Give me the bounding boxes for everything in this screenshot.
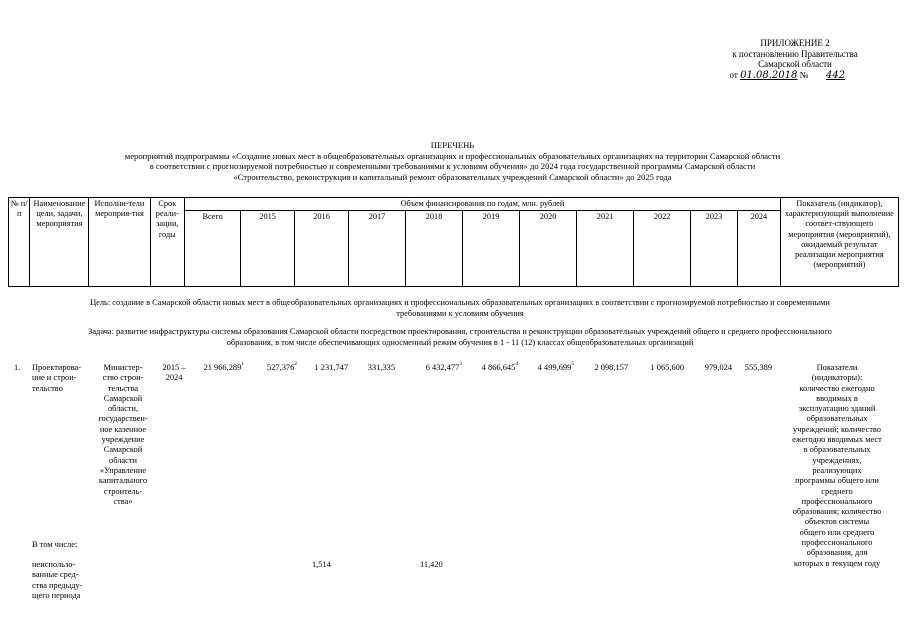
header-year: 2019 xyxy=(463,211,520,287)
title-heading: ПЕРЕЧЕНЬ xyxy=(430,140,475,150)
number-label: № xyxy=(799,69,809,80)
text-line: 2015 – xyxy=(162,363,186,372)
text-line: в образовательных xyxy=(803,445,871,455)
text-line: среднего xyxy=(821,486,853,496)
text-line: Министер- xyxy=(103,363,143,372)
value: 527,376 xyxy=(267,363,295,372)
footnote-mark: 2 xyxy=(294,361,297,367)
text-line: вводимых в xyxy=(816,393,858,403)
value-2021: 2 098,157 xyxy=(594,363,628,372)
text-line: образования, для xyxy=(806,548,868,558)
header-year: 2021 xyxy=(577,211,634,287)
task-line: Задача: развитие инфраструктуры системы образования Самарской области посредством проектирования, строительства и реконструкции образовательных учреждений общего и среднего профессионального xyxy=(88,327,832,336)
text-line: учреждение xyxy=(101,435,145,445)
text-line: эксплуатацию зданий xyxy=(798,404,876,414)
text-line: Показатели xyxy=(816,363,858,372)
text-line: (индикаторы): xyxy=(811,373,863,383)
text-line: программы общего или xyxy=(795,476,879,486)
header-indicator: Показатель (индикатор), характеризующий выполнение соответ-ствующего мероприятия (мероприятий), ожидаемый результат реализации мероприятия (мероприятий) xyxy=(780,198,898,287)
text-line: Проектирова- xyxy=(32,363,82,372)
goal-line: Цель: создание в Самарской области новых мест в общеобразовательных организациях и профессиональных образовательных организациях в соответствии с прогнозируемой потребностью и современными xyxy=(90,298,830,307)
text-line: «Управление xyxy=(99,465,147,475)
document-title xyxy=(10,140,895,182)
text-line: объектов системы xyxy=(804,517,870,527)
text-line: тельства xyxy=(107,383,139,393)
text-line: количество ежегодно xyxy=(799,383,875,393)
text-line: государствен- xyxy=(98,414,148,424)
text-line: ное казенное xyxy=(99,424,147,434)
header-year: 2018 xyxy=(406,211,463,287)
subitem-value-2016: 1,514 xyxy=(312,560,331,569)
appendix-date-line xyxy=(700,70,890,82)
header-total: Всего xyxy=(185,211,241,287)
text-line: ние и строи- xyxy=(32,373,77,383)
text-line: тельство xyxy=(32,383,63,393)
text-line: Самарской xyxy=(103,393,143,403)
handwritten-date: 01.08.2018 xyxy=(740,69,798,81)
appendix-line: к постановлению Правительства xyxy=(732,48,858,59)
subitem-name xyxy=(32,560,92,601)
text-line: строитель- xyxy=(103,486,143,496)
footnote-mark: 5 xyxy=(571,361,574,367)
text-line: профессионального xyxy=(801,538,873,548)
header-term: Срок реали-зации, годы xyxy=(150,198,185,287)
title-line: «Строительство, реконструкция и капитальный ремонт образовательных учреждений Самарской области» до 2025 года xyxy=(233,171,672,182)
text-line: ежегодно вводимых мест xyxy=(792,435,882,445)
value-2015 xyxy=(245,363,297,373)
handwritten-number: 442 xyxy=(825,69,846,81)
row-number: 1. xyxy=(14,363,21,372)
header-year: 2016 xyxy=(295,211,349,287)
header-name: Наименование цели, задачи, мероприятия xyxy=(30,198,89,287)
text-line: профессионального xyxy=(801,496,873,506)
value-total xyxy=(190,363,244,373)
text-line: Самарской xyxy=(103,445,143,455)
value-2024: 555,389 xyxy=(744,363,772,372)
text-line: области xyxy=(109,455,137,465)
value-2018 xyxy=(406,363,462,373)
goal-line: требованиями к условиям обучения xyxy=(396,308,524,318)
header-funding: Объем финансирования по годам, млн. рублей xyxy=(185,198,781,211)
measure-indicator xyxy=(776,363,898,569)
text-line: области, xyxy=(107,404,139,414)
header-year: 2024 xyxy=(737,211,780,287)
measure-name xyxy=(32,363,90,394)
including-label: В том числе: xyxy=(32,540,78,549)
title-line: мероприятий подпрограммы «Создание новых мест в общеобразовательных организациях и профессиональных образовательных организациях на территории Самарской области xyxy=(124,150,781,161)
text-line: ванные сред- xyxy=(32,570,79,580)
value: 4 866,645 xyxy=(481,363,516,372)
header-year: 2020 xyxy=(520,211,577,287)
text-line: 2024 xyxy=(165,373,183,383)
text-line: ства предыду- xyxy=(32,580,83,590)
text-line: учреждениях, xyxy=(812,455,862,465)
appendix-title: ПРИЛОЖЕНИЕ 2 xyxy=(760,38,830,48)
footnote-mark: 4 xyxy=(515,361,518,367)
value-2019 xyxy=(462,363,518,373)
measure-term xyxy=(158,363,190,384)
footnote-mark: 1 xyxy=(241,361,244,367)
text-line: образовательных xyxy=(806,414,868,424)
footnote-mark: 3 xyxy=(459,361,462,367)
measure-executor xyxy=(92,363,154,507)
value-2023: 979,024 xyxy=(704,363,732,372)
value-2017: 331,335 xyxy=(367,363,395,372)
text-line: образования; количество xyxy=(792,507,882,517)
title-line: в соответствии с прогнозируемой потребностью и современными требованиями к условиям обучения» до 2024 года государственной программы Самарской области xyxy=(149,161,756,171)
value-2022: 1 065,600 xyxy=(650,363,684,372)
header-year: 2023 xyxy=(691,211,738,287)
text-line: ство строи- xyxy=(102,373,144,383)
header-year: 2017 xyxy=(349,211,406,287)
value-2016: 1 231,747 xyxy=(314,363,348,372)
text-line: неиспользо- xyxy=(32,560,76,569)
appendix-line: Самарской области xyxy=(758,59,832,69)
task-text xyxy=(30,327,890,348)
text-line: общего или среднего xyxy=(799,527,875,537)
appendix-block xyxy=(700,38,890,81)
text-line: которых в текущем году xyxy=(793,558,881,568)
header-year: 2022 xyxy=(634,211,691,287)
value: 21 966,289 xyxy=(203,363,242,372)
text-line: реализующих xyxy=(812,465,862,475)
task-line: образования, в том числе обеспечивающих односменный режим обучения в 1 - 11 (12) классах общеобразовательных организаций xyxy=(226,337,694,347)
text-line: учреждений; количество xyxy=(793,424,881,434)
table-header xyxy=(8,197,899,287)
text-line: щего периода xyxy=(32,590,81,600)
goal-text xyxy=(30,298,890,319)
text-line: капитального xyxy=(98,476,148,486)
date-prefix: от xyxy=(729,69,738,80)
text-line: ства» xyxy=(113,496,133,506)
header-year: 2015 xyxy=(241,211,295,287)
header-num: № п/п xyxy=(9,198,30,287)
subitem-value-2018: 11,420 xyxy=(420,560,443,569)
header-executors: Исполни-тели мероприя-тия xyxy=(89,198,150,287)
value: 6 432,477 xyxy=(425,363,460,372)
value-2020 xyxy=(518,363,574,373)
value: 4 499,699 xyxy=(537,363,572,372)
